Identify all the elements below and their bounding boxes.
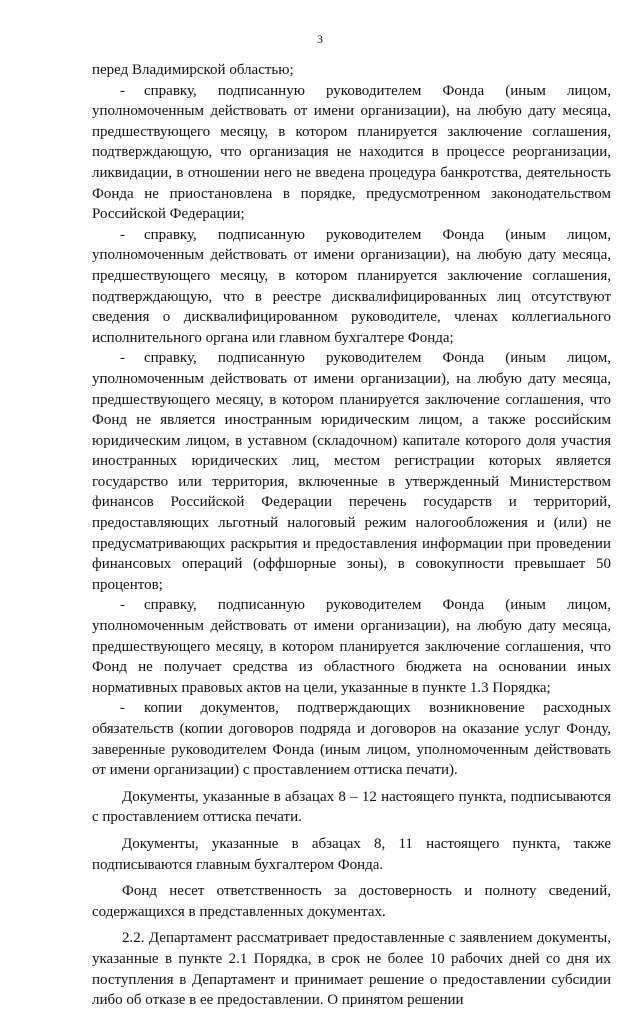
paragraph-text: перед Владимирской областью;: [92, 62, 294, 78]
list-item: [92, 348, 611, 595]
list-item: [92, 595, 611, 698]
paragraph: [92, 881, 611, 922]
paragraph-text: Фонд несет ответственность за достоверность и полноту сведений, содержащихся в представленных документах.: [92, 883, 611, 920]
bullet-dash: -: [120, 226, 125, 243]
paragraph-text: 2.2. Департамент рассматривает предоставленные с заявлением документы, указанные в пункте 2.1 Порядка, в срок не более 10 рабочих дней со дня их поступления в Департамент и принимает решение о предоставлении субсидии либо об отказе в ее предоставлении. О принятом решении: [92, 930, 611, 1009]
list-item-text: справку, подписанную руководителем Фонда (иным лицом, уполномоченным действовать от имени организации), на любую дату месяца, предшествующего месяцу, в котором планируется заключение соглашения, что Фонд не является иностранным юридическим лицом, а также российским юридическим лицом, в уставном (складочном) капитале которого доля участия иностранных юридических лиц, местом регистрации которых является государство или территория, включенные в утвержденный Министерством финансов Российской Федерации перечень государств и территорий, предоставляющих льготный налоговый режим налогообложения и (или) не предусматривающих раскрытия и предоставления информации при проведении финансовых операций (оффшорные зоны), в совокупности превышает 50 процентов;: [92, 350, 611, 593]
bullet-dash: -: [120, 700, 125, 717]
page-number: 3: [317, 32, 323, 46]
paragraph: [92, 787, 611, 828]
paragraph-text: Документы, указанные в абзацах 8 – 12 настоящего пункта, подписываются с проставлением оттиска печати.: [92, 788, 611, 826]
bullet-dash: -: [120, 82, 125, 99]
list-item: [92, 225, 611, 349]
list-item: [92, 698, 611, 780]
paragraph: [92, 928, 611, 1010]
bullet-dash: -: [120, 597, 125, 614]
list-item-text: справку, подписанную руководителем Фонда (иным лицом, уполномоченным действовать от имени организации), на любую дату месяца, предшествующего месяцу, в котором планируется заключение соглашения, что Фонд не получает средства из областного бюджета на основании иных нормативных правовых актов на цели, указанные в пункте 1.3 Порядка;: [92, 597, 611, 696]
list-item-text: копии документов, подтверждающих возникновение расходных обязательств (копии договоров подряда и договоров на оказание услуг Фонду, заверенные руководителем Фонда (иным лицом, уполномоченным действовать от имени организации) с проставлением оттиска печати).: [92, 700, 611, 779]
paragraph-text: Документы, указанные в абзацах 8, 11 настоящего пункта, также подписываются главным бухгалтером Фонда.: [92, 835, 611, 873]
document-body: [92, 60, 611, 1011]
list-item: [92, 81, 611, 225]
list-item-text: справку, подписанную руководителем Фонда (иным лицом, уполномоченным действовать от имени организации), на любую дату месяца, предшествующего месяцу, в котором планируется заключение соглашения, подтверждающую, что в реестре дисквалифицированных лиц отсутствуют сведения о дисквалифицированном руководителе, членах коллегиального исполнительного органа или главном бухгалтере Фонда;: [92, 226, 611, 346]
paragraph: [92, 834, 611, 875]
bullet-dash: -: [120, 350, 125, 367]
list-item-text: справку, подписанную руководителем Фонда (иным лицом, уполномоченным действовать от имени организации), на любую дату месяца, предшествующего месяцу, в котором планируется заключение соглашения, подтверждающую, что организация не находится в процессе реорганизации, ликвидации, в отношении него не введена процедура банкротства, деятельность Фонда не приостановлена в порядке, предусмотренном законодательством Российской Федерации;: [92, 82, 611, 223]
paragraph-continuation: [92, 60, 611, 81]
